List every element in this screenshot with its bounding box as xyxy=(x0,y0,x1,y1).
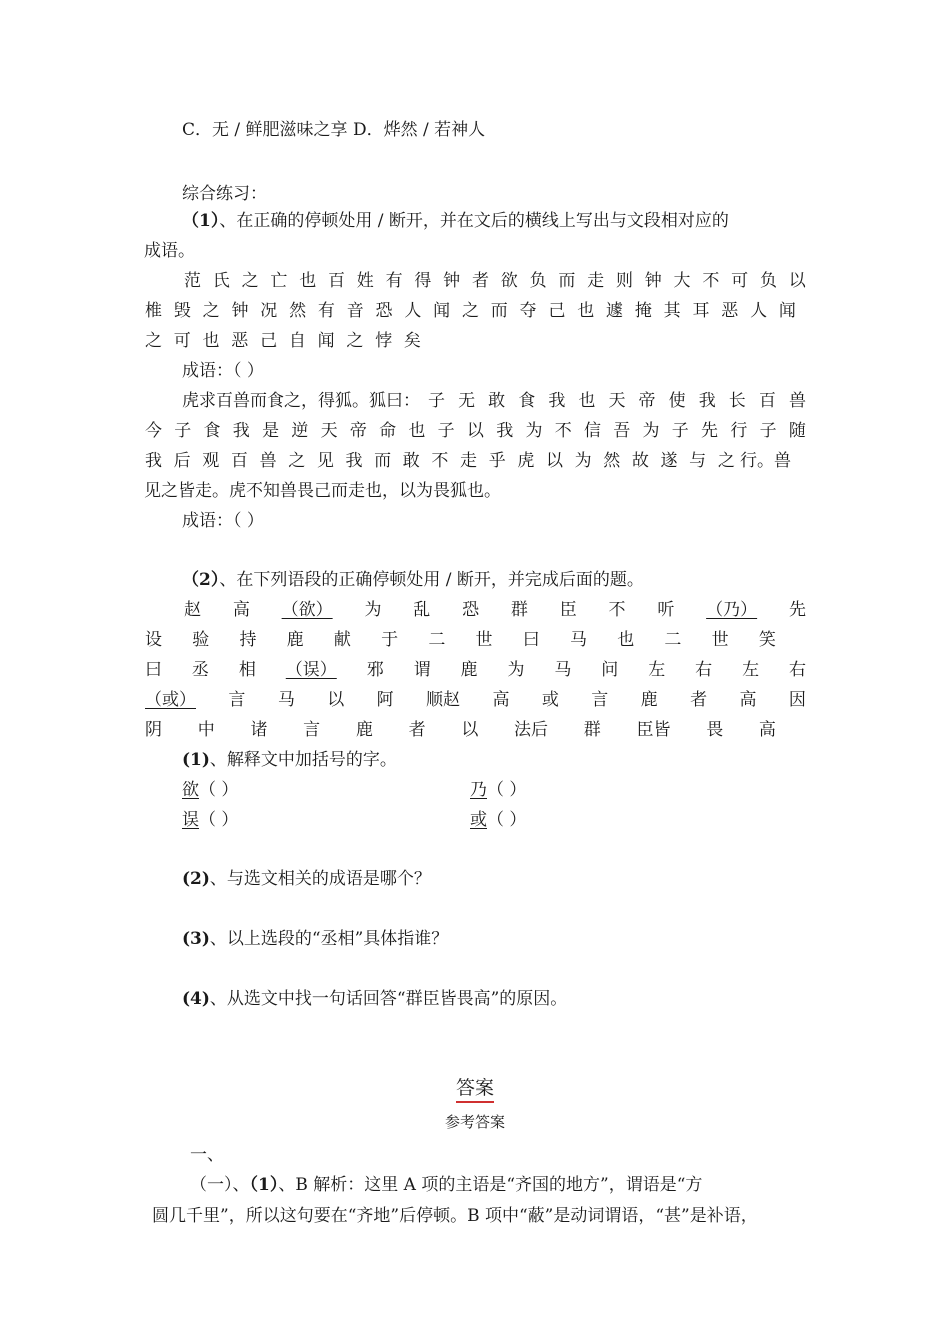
q1-passage1-row xyxy=(145,300,796,322)
char: 臣皆 xyxy=(636,720,671,740)
char: 然 xyxy=(603,451,621,471)
q2-passage-row xyxy=(145,629,776,651)
char: 夺 xyxy=(519,301,537,321)
char: 恶 xyxy=(721,301,739,321)
char: 左 xyxy=(648,660,666,680)
answer-item-number: （1） xyxy=(249,1175,279,1195)
char: 然 xyxy=(289,301,307,321)
gloss-word: 或 xyxy=(470,810,487,830)
char: 虎 xyxy=(517,451,535,471)
char: 子 xyxy=(437,421,455,441)
gloss-word: 误 xyxy=(182,810,199,830)
q1-passage2-end: 见之皆走。虎不知兽畏己而走也，以为畏狐也。 xyxy=(144,481,501,501)
q2-passage-row xyxy=(145,689,806,711)
options-line: C．无 / 鲜肥滋味之享 D．烨然 / 若神人 xyxy=(182,120,486,140)
char: 顺赵 xyxy=(426,690,461,710)
char: 毁 xyxy=(173,301,191,321)
char: 之 xyxy=(145,331,162,351)
underlined-char: （误） xyxy=(285,660,337,680)
q1-number: （1） xyxy=(182,211,220,231)
gloss-item xyxy=(182,809,238,831)
q1-instruction-text: 、在正确的停顿处用 / 断开，并在文后的横线上写出与文段相对应的 xyxy=(219,211,729,231)
char: 也 xyxy=(202,331,220,351)
char: 乱 xyxy=(413,600,431,620)
char: 为 xyxy=(574,451,592,471)
char: 吾 xyxy=(613,421,631,441)
char: 逆 xyxy=(291,421,309,441)
char: 为 xyxy=(507,660,525,680)
char: 信 xyxy=(583,421,601,441)
char: 曰 xyxy=(145,660,162,680)
char: 今 xyxy=(145,421,162,441)
char: 掩 xyxy=(634,301,652,321)
char: 设 xyxy=(145,630,162,650)
char: 闻 xyxy=(778,301,796,321)
q1-passage1-row xyxy=(184,270,806,292)
char: 不 xyxy=(608,600,626,620)
char: 也 xyxy=(617,630,635,650)
char: 帝 xyxy=(349,421,367,441)
q2-sub4 xyxy=(182,988,567,1010)
char: 遽 xyxy=(606,301,623,321)
char: 子 xyxy=(174,421,192,441)
idiom-blank-2: 成语：（ ） xyxy=(182,511,264,531)
char: 右 xyxy=(788,660,806,680)
char: 百 xyxy=(230,451,248,471)
char: 遂 xyxy=(660,451,678,471)
char: 钟 xyxy=(231,301,249,321)
q2-sub4-number: (4) xyxy=(182,989,210,1009)
char: 左 xyxy=(742,660,760,680)
gloss-item xyxy=(470,809,526,831)
char: 己 xyxy=(548,301,566,321)
char: 食 xyxy=(518,391,536,411)
char: 法后 xyxy=(514,720,549,740)
char: 长 xyxy=(728,391,746,411)
char: 是 xyxy=(262,421,280,441)
char: 负 xyxy=(759,271,777,291)
char: 得 xyxy=(414,271,432,291)
char: 为 xyxy=(525,421,543,441)
char: 笑 xyxy=(758,630,776,650)
char: 子 xyxy=(671,421,689,441)
char: 亡 xyxy=(270,271,288,291)
char: 先 xyxy=(788,600,806,620)
char: 有 xyxy=(385,271,403,291)
answer-title xyxy=(0,1076,950,1100)
q2-sub1-number: (1) xyxy=(182,750,210,770)
char: 走 xyxy=(460,451,478,471)
char: 邪 xyxy=(366,660,384,680)
char: 也 xyxy=(408,421,426,441)
char: 世 xyxy=(475,630,493,650)
char: 鹿 xyxy=(286,630,304,650)
char: 之 xyxy=(717,451,735,471)
answer-line-2: 圆几千里”，所以这句要在“齐地”后停顿。B 项中“蔽”是动词谓语，“甚”是补语， xyxy=(152,1206,758,1226)
char: 之 xyxy=(202,301,220,321)
char: 于 xyxy=(381,630,399,650)
char: 百 xyxy=(327,271,345,291)
char: 听 xyxy=(657,600,675,620)
char: 耳 xyxy=(692,301,710,321)
char: 兽 xyxy=(788,391,806,411)
answer-subtitle: 参考答案 xyxy=(444,1113,505,1131)
char: 我 xyxy=(232,421,250,441)
char: 人 xyxy=(404,301,422,321)
q1-instruction-cont: 成语。 xyxy=(144,241,195,261)
q1-passage1-row xyxy=(145,330,421,352)
char: 之 xyxy=(288,451,306,471)
char: 可 xyxy=(173,331,191,351)
char: 相 xyxy=(238,660,256,680)
char: 兽 xyxy=(259,451,277,471)
char: 也 xyxy=(577,301,595,321)
char: 者 xyxy=(471,271,489,291)
char: 乎 xyxy=(488,451,506,471)
char: 臣 xyxy=(559,600,577,620)
char: 敢 xyxy=(402,451,420,471)
q1-passage2-row xyxy=(145,450,735,472)
char: 以 xyxy=(545,451,563,471)
char: 况 xyxy=(260,301,278,321)
char: 欲 xyxy=(500,271,518,291)
char: 钟 xyxy=(443,271,461,291)
char: 无 xyxy=(458,391,476,411)
q2-sub1 xyxy=(182,749,397,771)
char: 钟 xyxy=(644,271,662,291)
char: 群 xyxy=(510,600,528,620)
char: 马 xyxy=(554,660,572,680)
char: 高 xyxy=(739,690,757,710)
char: 敢 xyxy=(488,391,506,411)
q2-sub3-number: (3) xyxy=(182,929,210,949)
char: 阴 xyxy=(145,720,162,740)
char: 自 xyxy=(288,331,306,351)
gloss-word: 欲 xyxy=(182,780,199,800)
char: 天 xyxy=(608,391,626,411)
char: 以 xyxy=(327,690,345,710)
char: 以 xyxy=(788,271,806,291)
char: 悖 xyxy=(375,331,393,351)
gloss-blank: （ ） xyxy=(487,780,527,800)
char: 也 xyxy=(299,271,317,291)
char: 因 xyxy=(788,690,806,710)
char: 不 xyxy=(702,271,720,291)
char: 诸 xyxy=(250,720,268,740)
q2-passage-row xyxy=(145,659,806,681)
gloss-blank: （ ） xyxy=(199,810,239,830)
char: 言 xyxy=(303,720,321,740)
char: 验 xyxy=(192,630,210,650)
char: 先 xyxy=(701,421,719,441)
answer-part-label: （一）、 xyxy=(190,1175,250,1195)
char: 高 xyxy=(232,600,250,620)
gloss-blank: （ ） xyxy=(199,780,239,800)
q1-passage2-row xyxy=(145,420,806,442)
char: 后 xyxy=(173,451,191,471)
underlined-char: （乃） xyxy=(706,600,758,620)
answer-title-text: 答案 xyxy=(456,1077,494,1103)
char: 行 xyxy=(730,421,748,441)
char: 见 xyxy=(316,451,334,471)
char: 中 xyxy=(197,720,215,740)
char: 大 xyxy=(673,271,691,291)
char: 二 xyxy=(428,630,446,650)
char: 谓 xyxy=(413,660,431,680)
char: 走 xyxy=(587,271,605,291)
char: 随 xyxy=(788,421,806,441)
char: 以 xyxy=(461,720,479,740)
char: 者 xyxy=(408,720,426,740)
char: 人 xyxy=(750,301,768,321)
char: 氏 xyxy=(212,271,230,291)
underlined-char: （欲） xyxy=(281,600,333,620)
q2-passage-row xyxy=(184,599,806,621)
q1-instruction xyxy=(182,210,729,232)
q2-sub2 xyxy=(182,868,431,890)
char: 与 xyxy=(689,451,707,471)
char: 恐 xyxy=(462,600,480,620)
char: 高 xyxy=(492,690,510,710)
char: 负 xyxy=(529,271,547,291)
char: 帝 xyxy=(638,391,656,411)
char: 畏 xyxy=(706,720,724,740)
char: 马 xyxy=(277,690,295,710)
char: 而 xyxy=(490,301,508,321)
answer-section-one: 一、 xyxy=(190,1145,224,1165)
char: 使 xyxy=(668,391,686,411)
answer-line-1 xyxy=(190,1174,702,1196)
char: 之 xyxy=(241,271,259,291)
char: 世 xyxy=(711,630,729,650)
q2-sub2-number: (2) xyxy=(182,869,210,889)
char: 姓 xyxy=(356,271,374,291)
underlined-char: （或） xyxy=(145,690,196,710)
char: 百 xyxy=(758,391,776,411)
char: 天 xyxy=(320,421,338,441)
gloss-item xyxy=(470,779,526,801)
char: 范 xyxy=(184,271,201,291)
q2-instruction xyxy=(182,569,644,591)
char: 者 xyxy=(690,690,708,710)
char: 鹿 xyxy=(355,720,373,740)
char: 丞 xyxy=(191,660,209,680)
char: 己 xyxy=(260,331,278,351)
char: 鹿 xyxy=(640,690,658,710)
q2-passage-row xyxy=(145,719,776,741)
char: 为 xyxy=(364,600,382,620)
char: 我 xyxy=(548,391,566,411)
char: 言 xyxy=(228,690,246,710)
char: 或 xyxy=(541,690,559,710)
char: 右 xyxy=(695,660,713,680)
practice-heading: 综合练习： xyxy=(182,184,267,204)
char: 高 xyxy=(758,720,776,740)
char: 我 xyxy=(698,391,716,411)
char: 以 xyxy=(466,421,484,441)
q2-sub3-text: 、以上选段的“丞相”具体指谁？ xyxy=(209,929,449,949)
char: 二 xyxy=(664,630,682,650)
char: 鹿 xyxy=(460,660,478,680)
char: 观 xyxy=(202,451,220,471)
char: 群 xyxy=(583,720,601,740)
char: 可 xyxy=(731,271,749,291)
q1-passage2-row xyxy=(428,390,806,412)
char: 献 xyxy=(333,630,351,650)
char: 而 xyxy=(558,271,576,291)
char: 恐 xyxy=(375,301,393,321)
char: 持 xyxy=(239,630,257,650)
char: 曰 xyxy=(522,630,540,650)
q2-sub1-text: 、解释文中加括号的字。 xyxy=(209,750,397,770)
char: 闻 xyxy=(433,301,451,321)
char: 之 xyxy=(346,331,364,351)
char: 我 xyxy=(496,421,514,441)
char: 而 xyxy=(374,451,392,471)
char: 不 xyxy=(554,421,572,441)
char: 子 xyxy=(428,391,445,411)
char: 矣 xyxy=(403,331,421,351)
char: 恶 xyxy=(231,331,249,351)
char: 也 xyxy=(578,391,596,411)
char: 言 xyxy=(591,690,609,710)
answer-line-1-text: 、B 解析：这里 A 项的主语是“齐国的地方”，谓语是“方 xyxy=(278,1175,703,1195)
gloss-blank: （ ） xyxy=(487,810,527,830)
char: 命 xyxy=(379,421,397,441)
gloss-word: 乃 xyxy=(470,780,487,800)
char: 阿 xyxy=(376,690,394,710)
char: 子 xyxy=(759,421,777,441)
gloss-item xyxy=(182,779,238,801)
char: 我 xyxy=(145,451,162,471)
char: 赵 xyxy=(184,600,201,620)
char: 为 xyxy=(642,421,660,441)
char: 其 xyxy=(663,301,681,321)
q2-number: （2） xyxy=(182,570,220,590)
char: 有 xyxy=(317,301,335,321)
q1-passage2-suffix: 行。兽 xyxy=(740,451,791,471)
char: 之 xyxy=(461,301,479,321)
char: 故 xyxy=(631,451,649,471)
q2-sub3 xyxy=(182,928,448,950)
char: 马 xyxy=(569,630,587,650)
char: 不 xyxy=(431,451,449,471)
char: 食 xyxy=(203,421,221,441)
char: 我 xyxy=(345,451,363,471)
q2-sub2-text: 、与选文相关的成语是哪个？ xyxy=(209,869,431,889)
q1-passage2-prefix: 虎求百兽而食之，得狐。狐曰： xyxy=(182,391,420,411)
q2-instruction-text: 、在下列语段的正确停顿处用 / 断开，并完成后面的题。 xyxy=(219,570,644,590)
char: 则 xyxy=(615,271,633,291)
char: 问 xyxy=(601,660,619,680)
char: 椎 xyxy=(145,301,162,321)
q2-sub4-text: 、从选文中找一句话回答“群臣皆畏高”的原因。 xyxy=(209,989,568,1009)
char: 闻 xyxy=(317,331,335,351)
char: 音 xyxy=(346,301,364,321)
idiom-blank-1: 成语：（ ） xyxy=(182,361,264,381)
